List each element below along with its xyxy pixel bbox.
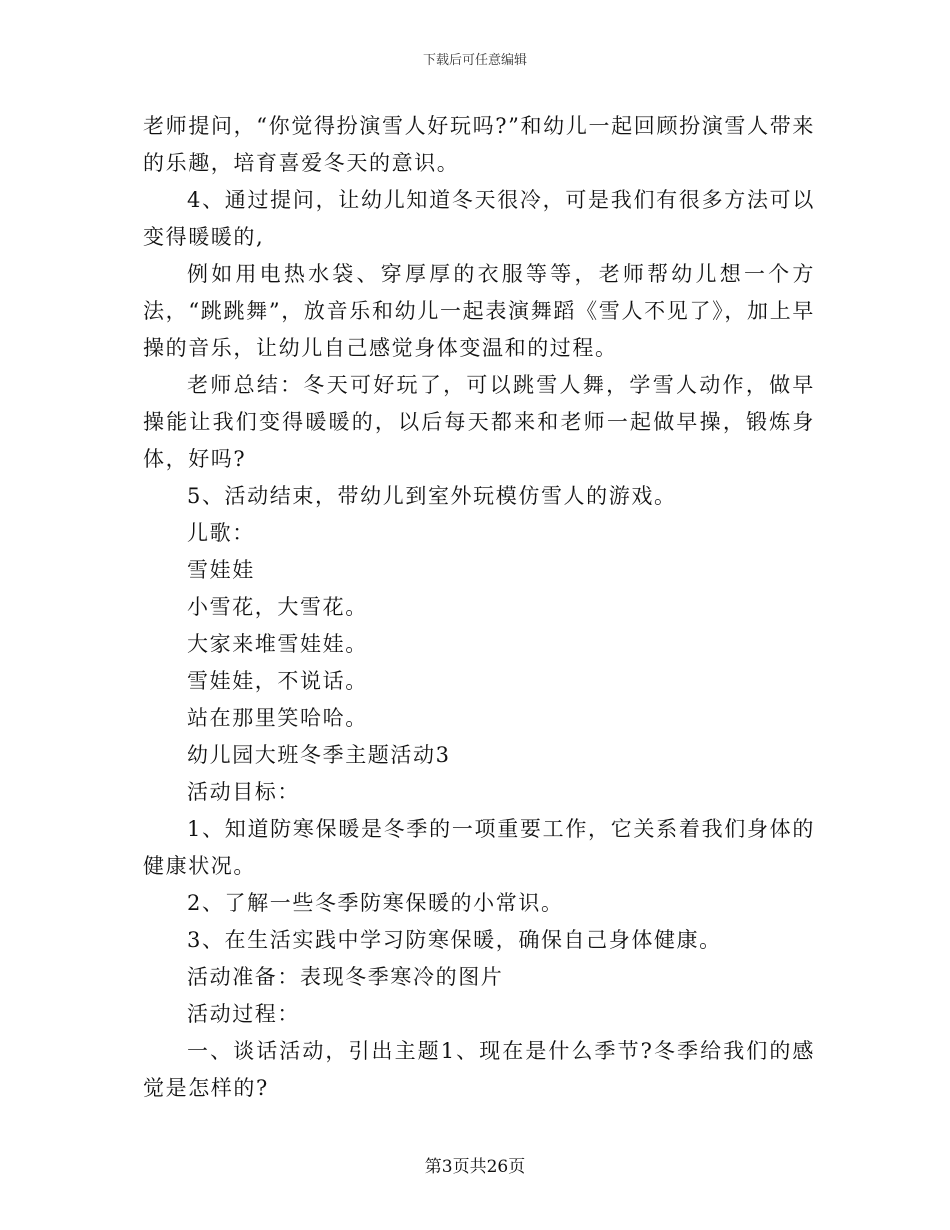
paragraph-step-4: 4、通过提问，让幼儿知道冬天很冷，可是我们有很多方法可以变得暖暖的, — [143, 188, 815, 249]
song-label: 儿歌： — [187, 521, 255, 545]
song-line-4: 站在那里笑哈哈。 — [187, 706, 368, 730]
song-line-1: 小雪花，大雪花。 — [187, 595, 368, 619]
section-title: 幼儿园大班冬季主题活动3 — [187, 743, 451, 767]
paragraph-step-5: 5、活动结束，带幼儿到室外玩模仿雪人的游戏。 — [187, 484, 677, 508]
activity-goals-heading: 活动目标： — [187, 780, 300, 804]
paragraph-teacher-summary: 老师总结：冬天可好玩了，可以跳雪人舞，学雪人动作，做早操能让我们变得暖暖的，以后每天都来和老师一起做早操，锻炼身体，好吗? — [143, 373, 815, 471]
song-line-3: 雪娃娃，不说话。 — [187, 669, 368, 693]
song-line-2: 大家来堆雪娃娃。 — [187, 632, 368, 656]
paragraph-warm-methods: 例如用电热水袋、穿厚厚的衣服等等，老师帮幼儿想一个方法，“跳跳舞”，放音乐和幼儿一起表演舞蹈《雪人不见了》，加上早操的音乐，让幼儿自己感觉身体变温和的过程。 — [143, 262, 815, 360]
goal-1: 1、知道防寒保暖是冬季的一项重要工作，它关系着我们身体的健康状况。 — [143, 817, 815, 878]
process-step-1: 一、谈话活动，引出主题1、现在是什么季节?冬季给我们的感觉是怎样的? — [143, 1039, 815, 1100]
song-title: 雪娃娃 — [187, 558, 255, 582]
document-body — [143, 108, 815, 1107]
activity-preparation: 活动准备：表现冬季寒冷的图片 — [187, 965, 504, 989]
goal-2: 2、了解一些冬季防寒保暖的小常识。 — [187, 891, 564, 915]
page-number: 第3页共26页 — [424, 1157, 526, 1177]
page-header: 下载后可任意编辑 — [422, 53, 527, 68]
goal-3: 3、在生活实践中学习防寒保暖，确保自己身体健康。 — [187, 928, 722, 952]
paragraph-teacher-question: 老师提问，“你觉得扮演雪人好玩吗?”和幼儿一起回顾扮演雪人带来的乐趣，培育喜爱冬天的意识。 — [143, 114, 815, 175]
activity-process-heading: 活动过程： — [187, 1002, 300, 1026]
